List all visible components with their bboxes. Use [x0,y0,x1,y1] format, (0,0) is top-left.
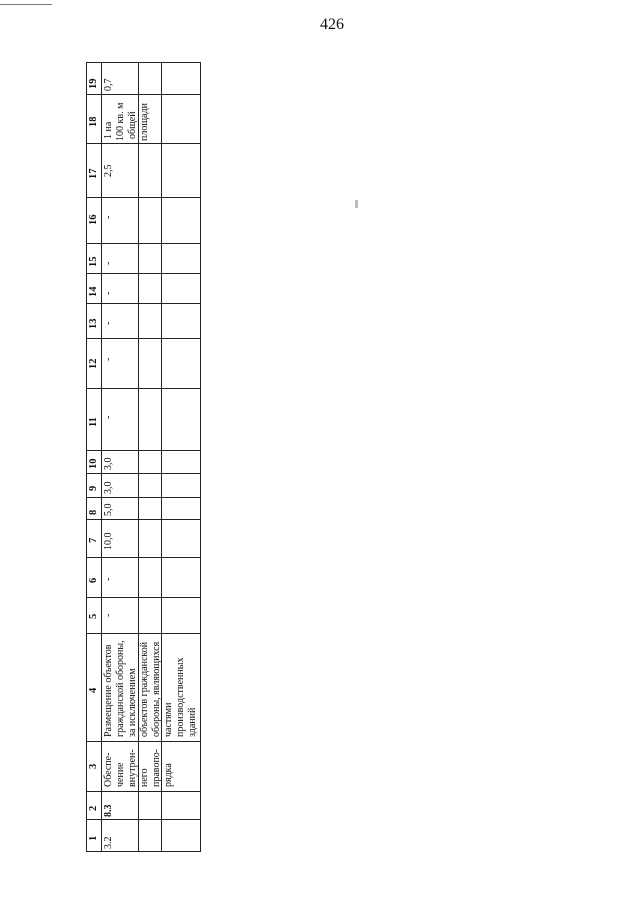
cell-18-line3: общей [127,111,138,139]
cell-3-line2: чение [115,762,126,787]
col-divider [87,450,200,451]
header-7: 7 [88,537,99,543]
cell-6: - [103,577,114,581]
col-divider [87,303,200,304]
header-8: 8 [88,509,99,515]
cell-4-line2: гражданской обороны, [115,640,126,737]
scan-mark [355,200,358,208]
col-divider [87,273,200,274]
col-divider [87,741,200,742]
cell-1: 3.2 [103,836,114,849]
cell-4-line7: производственных [175,657,186,737]
cell-12: - [103,357,114,361]
col-divider [87,597,200,598]
col-divider [87,473,200,474]
cell-5: - [103,613,114,617]
col-divider [87,94,200,95]
header-19: 19 [88,78,99,89]
header-15: 15 [88,256,99,267]
header-4: 4 [88,687,99,693]
cell-18-line1: 1 на [103,121,114,139]
cell-4-line1: Размещение объектов [103,644,114,737]
header-1: 1 [88,835,99,841]
cell-7: 10,0 [103,532,114,550]
cell-11: - [103,415,114,419]
header-9: 9 [88,485,99,491]
header-10: 10 [88,458,99,469]
cell-18-line4: площади [139,103,150,141]
cell-8: 5,0 [103,503,114,516]
header-12: 12 [88,358,99,369]
rotated-table [86,62,201,852]
col-divider [87,338,200,339]
cell-17: 2,5 [103,164,114,177]
header-14: 14 [88,286,99,297]
col-divider [87,633,200,634]
cell-3-line4: него [139,768,150,787]
header-17: 17 [88,168,99,179]
header-row-divider [101,63,102,851]
cell-15: - [103,261,114,265]
page-number: 426 [320,16,344,33]
cell-4-line5: обороны, являющихся [151,641,162,737]
cell-16: - [103,215,114,219]
col-divider [87,557,200,558]
cell-10: 3,0 [103,457,114,470]
cell-19: 0,7 [103,78,114,91]
cell-4-line3: за исключением [127,668,138,737]
header-3: 3 [88,763,99,769]
cell-4-line6: частями [163,702,174,737]
cell-3-line6: рядка [163,763,174,787]
header-2: 2 [88,805,99,811]
cell-2: 8.3 [103,804,114,817]
cell-18-line2: 100 кв. м [115,102,126,141]
col-divider [87,819,200,820]
header-5: 5 [88,613,99,619]
header-18: 18 [88,116,99,127]
cell-4-line8: зданий [187,707,198,737]
col-divider [87,791,200,792]
top-rule [0,4,52,5]
header-11: 11 [88,417,99,427]
col-divider [87,143,200,144]
header-13: 13 [88,318,99,329]
col-divider [87,197,200,198]
cell-3-line5: правопо- [151,748,162,787]
col-divider [87,243,200,244]
col-divider [87,497,200,498]
header-6: 6 [88,577,99,583]
col-divider [87,388,200,389]
cell-4-line4: объектов гражданской [139,641,150,737]
cell-14: - [103,291,114,295]
cell-13: - [103,321,114,325]
cell-3-line3: внутрен- [127,749,138,787]
cell-3-line1: Обеспе- [103,752,114,787]
header-16: 16 [88,214,99,225]
cell-9: 3,0 [103,481,114,494]
col-divider [87,519,200,520]
